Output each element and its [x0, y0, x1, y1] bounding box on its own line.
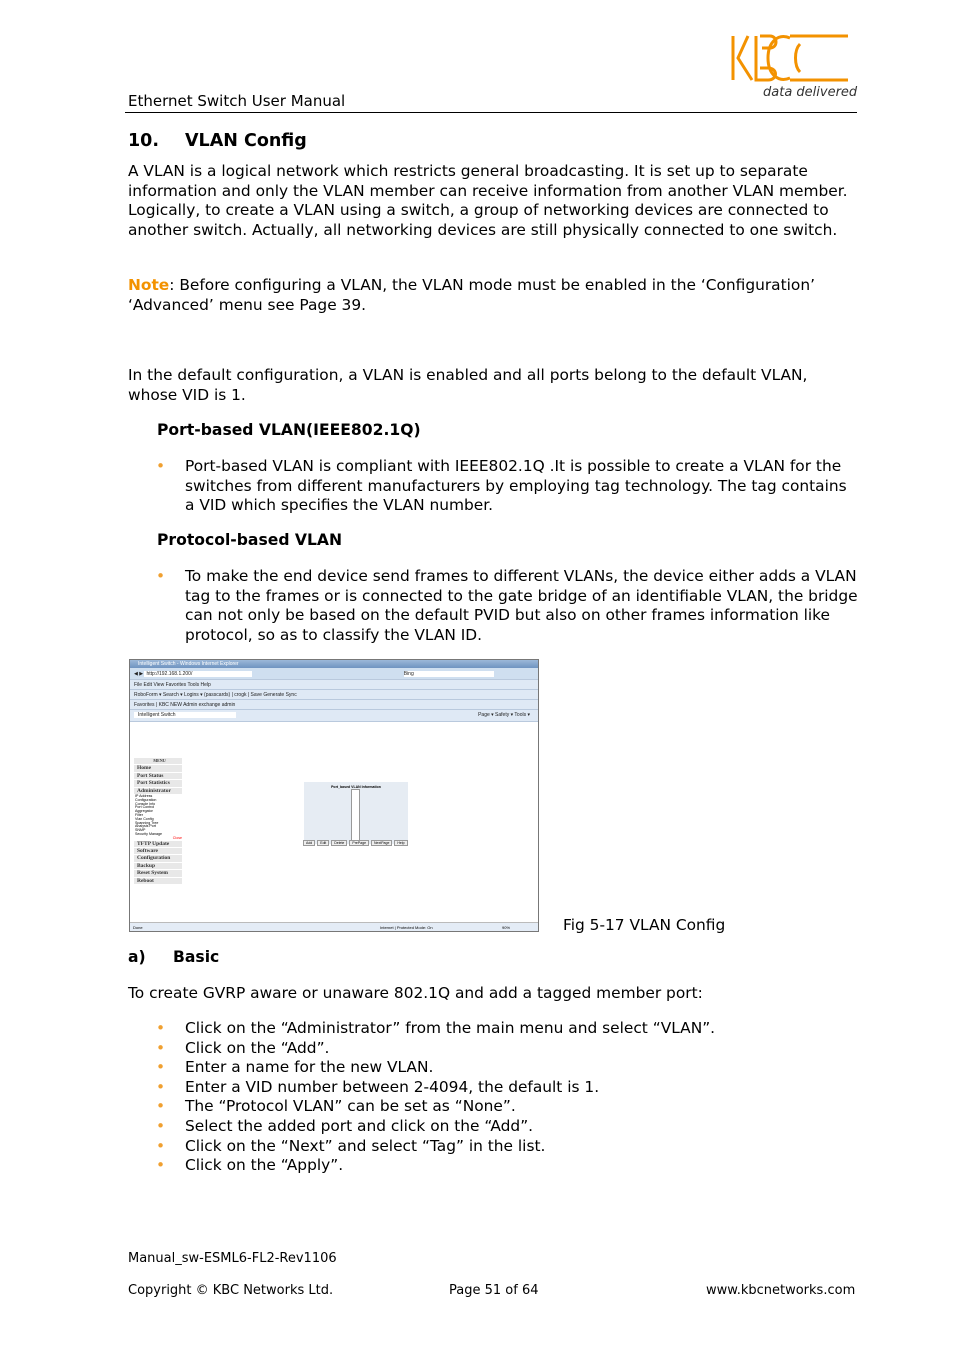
basic-steps — [128, 1019, 858, 1176]
page-number: Page 51 of 64 — [449, 1283, 539, 1298]
menu-item[interactable]: TFTP Update — [134, 841, 182, 848]
menu-sub-item[interactable]: Console Info — [135, 801, 156, 806]
logo-tagline: data delivered — [763, 85, 858, 100]
vlan-info-panel: Port_based VLAN Information — [304, 782, 408, 844]
list-item: • Enter a VID number between 2-4094, the default is 1. — [128, 1078, 858, 1098]
switch-menu: MENU Home Port Status Port Statistics Administrator IP Address Configuration Console Info Port Control Aggregator Filter Vlan Config Spanning Tree Analysis Port SNMP Security Manage Close TFTP Update Software Configuration Backup Reset System Reboot — [135, 758, 182, 884]
menu-bar: File Edit View Favorites Tools Help — [130, 680, 538, 690]
vlan-add-button[interactable]: Add — [303, 840, 315, 846]
menu-sub-item[interactable]: SNMP — [135, 828, 146, 833]
menu-sub-item[interactable]: Aggregator — [135, 809, 153, 814]
list-item: • To make the end device send frames to different VLANs, the device either adds a VLAN tag to the frames or is connected to the gate bridge of an identifiable VLAN, the bridge can not only be based on the default PVID but also on other frames information like protocol, so as to classify the VLAN ID. — [128, 567, 858, 645]
kbc-logo — [730, 34, 854, 82]
menu-item[interactable]: Configuration — [134, 855, 182, 862]
menu-administrator[interactable]: Administrator — [134, 788, 182, 795]
list-item: • Click on the “Administrator” from the main menu and select “VLAN”. — [128, 1019, 858, 1039]
doc-id: Manual_sw-ESML6-FL2-Rev1106 — [128, 1251, 337, 1266]
menu-port-statistics[interactable]: Port Statistics — [134, 780, 182, 787]
basic-intro: To create GVRP aware or unaware 802.1Q and add a tagged member port: — [128, 984, 703, 1002]
list-item: • Click on the “Add”. — [128, 1039, 858, 1059]
favorites-bar: Favorites | KBC NEW Admin exchange admin — [130, 700, 538, 710]
toolbar: RoboForm ▾ Search ▾ Logins ▾ (passcards) | crogk | Save Generate Sync — [130, 690, 538, 700]
menu-sub-item[interactable]: Configuration — [135, 797, 157, 802]
menu-close[interactable]: Close — [172, 835, 182, 840]
window-title: Intelligent Switch - Windows Internet Explorer — [130, 660, 538, 668]
header-divider — [125, 112, 857, 113]
basic-heading: a) Basic — [128, 948, 220, 966]
note-paragraph: Note: Before configuring a VLAN, the VLAN mode must be enabled in the ‘Configuration’ ‘Advanced’ menu see Page 39. — [128, 276, 815, 314]
copyright: Copyright © KBC Networks Ltd. — [128, 1283, 334, 1298]
menu-item[interactable]: Reboot — [134, 878, 182, 885]
website-link[interactable]: www.kbcnetworks.com — [706, 1283, 856, 1298]
menu-sub-item[interactable]: Security Manage — [135, 832, 162, 836]
menu-sub-item[interactable]: Analysis Port — [135, 824, 156, 829]
menu-item[interactable]: Software — [134, 848, 182, 855]
status-bar: Done Internet | Protected Mode: On 90% — [130, 922, 538, 931]
menu-sub-item[interactable]: Port Control — [135, 805, 155, 810]
menu-home[interactable]: Home — [134, 765, 182, 772]
protocol-based-heading: Protocol-based VLAN — [157, 531, 343, 549]
menu-item[interactable]: Reset System — [134, 870, 182, 877]
vlan-nextpage-button[interactable]: NextPage — [371, 840, 392, 846]
vlan-edit-button[interactable]: Edit — [317, 840, 329, 846]
vlan-config-screenshot — [129, 659, 539, 932]
menu-sub-item[interactable]: Filter — [135, 813, 143, 818]
list-item: • Click on the “Apply”. — [128, 1156, 858, 1176]
intro-paragraph: A VLAN is a logical network which restricts general broadcasting. It is set up to separate information and only the VLAN member can receive information from another VLAN member. Logically, to create a VLAN using a switch, a group of networking devices are connected to another switch. Actually, all networking devices are still physically connected to one switch. — [128, 162, 848, 239]
port-based-heading: Port-based VLAN(IEEE802.1Q) — [157, 421, 421, 439]
document-title: Ethernet Switch User Manual — [128, 92, 346, 110]
default-paragraph: In the default configuration, a VLAN is enabled and all ports belong to the default VLAN, whose VID is 1. — [128, 366, 808, 404]
menu-item[interactable]: Backup — [134, 863, 182, 870]
list-item: • Enter a name for the new VLAN. — [128, 1058, 858, 1078]
list-item: • Select the added port and click on the “Add”. — [128, 1117, 858, 1137]
vlan-delete-button[interactable]: Delete — [331, 840, 347, 846]
figure-caption: Fig 5-17 VLAN Config — [563, 916, 726, 934]
list-item: • Port-based VLAN is compliant with IEEE802.1Q .It is possible to create a VLAN for the switches from different manufacturers by employing tag technology. The tag contains a VID which specifies the VLAN number. — [128, 457, 858, 516]
menu-sub-item[interactable]: Vlan Config — [135, 816, 154, 821]
menu-sub-item[interactable]: IP Address — [135, 794, 153, 799]
menu-sub-item[interactable]: Spanning Tree — [135, 820, 159, 825]
address-bar: ◀ ▶ http://192.168.1.200/ Bing — [130, 668, 538, 680]
vlan-help-button[interactable]: Help — [394, 840, 407, 846]
menu-port-status[interactable]: Port Status — [134, 773, 182, 780]
list-item: • The “Protocol VLAN” can be set as “None”. — [128, 1097, 858, 1117]
tab-bar: Intelligent Switch Page ▾ Safety ▾ Tools ▾ — [130, 710, 538, 722]
list-item: • Click on the “Next” and select “Tag” in the list. — [128, 1137, 858, 1157]
section-heading: 10. VLAN Config — [128, 131, 307, 151]
vlan-prepage-button[interactable]: PrePage — [349, 840, 369, 846]
